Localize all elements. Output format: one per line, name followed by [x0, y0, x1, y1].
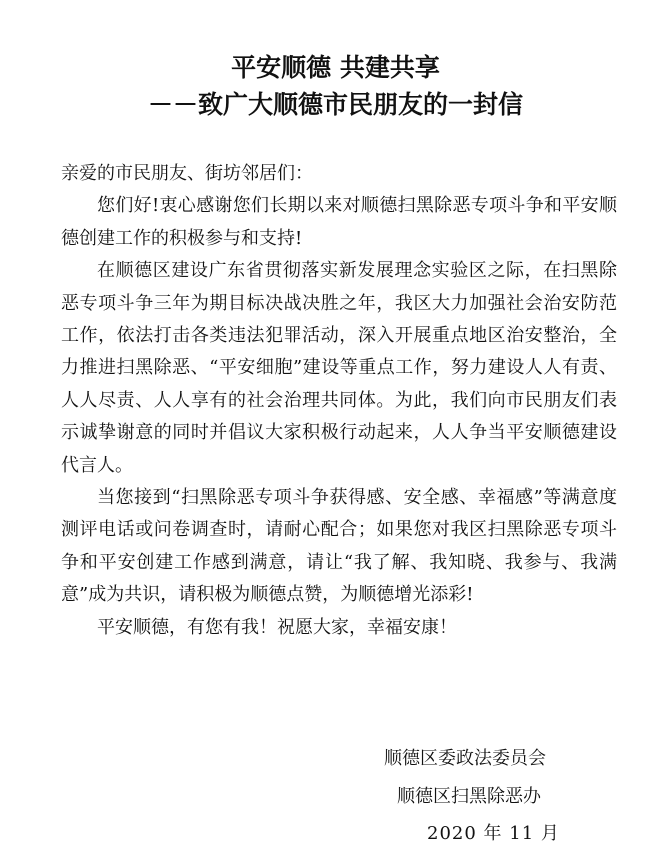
paragraph-survey: 当您接到“扫黑除恶专项斗争获得感、安全感、幸福感”等满意度测评电话或问卷调查时，请耐心配合；如果您对我区扫黑除恶专项斗争和平安创建工作感到满意，请让“我了解、我知晓、我参与、我满意”成为共识，请积极为顺德点赞，为顺德增光添彩!: [61, 487, 617, 606]
letter-title: 平安顺德 共建共享: [231, 53, 440, 82]
paragraph-initiative: 在顺德区建设广东省贯彻落实新发展理念实验区之际，在扫黑除恶专项斗争三年为期目标决战决胜之年，我区大力加强社会治安防范工作，依法打击各类违法犯罪活动，深入开展重点地区治安整治，全力推进扫黑除恶、“平安细胞”建设等重点工作，努力建设人人有责、人人尽责、人人享有的社会治理共同体。为此，我们向市民朋友们表示诚挚谢意的同时并倡议大家积极行动起来，人人争当平安顺德建设代言人。: [61, 260, 617, 476]
signature-date: 2020 年 11 月: [427, 823, 560, 844]
letter-body: [61, 158, 617, 644]
paragraph-closing: 平安顺德，有您有我！祝愿大家，幸福安康！: [97, 616, 457, 638]
signature-org-committee: 顺德区委政法委员会: [384, 748, 546, 769]
paragraph-thanks: 您们好!衷心感谢您们长期以来对顺德扫黑除恶专项斗争和平安顺德创建工作的积极参与和支持!: [61, 195, 617, 249]
signature-org-office: 顺德区扫黑除恶办: [397, 786, 541, 807]
greeting: 亲爱的市民朋友、街坊邻居们：: [61, 163, 313, 184]
letter-subtitle: －－致广大顺德市民朋友的一封信: [147, 90, 523, 119]
